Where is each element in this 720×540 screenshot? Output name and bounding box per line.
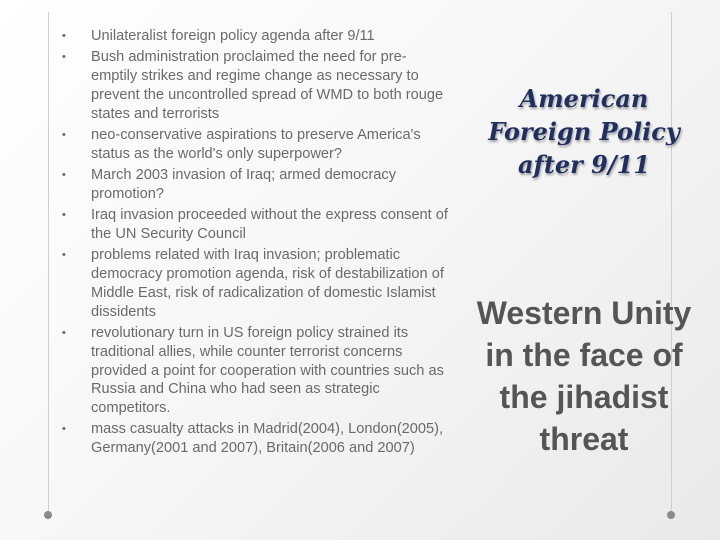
bullet-text: March 2003 invasion of Iraq; armed democracy promotion? xyxy=(91,166,396,202)
bullet-list xyxy=(0,27,460,460)
bullet-item xyxy=(0,420,460,458)
bullet-marker: • xyxy=(62,30,66,42)
bullet-item xyxy=(0,324,460,419)
bullet-marker: • xyxy=(62,208,66,221)
bullet-item xyxy=(0,166,460,204)
bullet-marker: • xyxy=(62,248,66,261)
bullet-item xyxy=(0,206,460,244)
bullet-text: neo-conservative aspirations to preserve America's status as the world's only superpower? xyxy=(91,126,421,162)
slide-title: American Foreign Policy after 9/11 xyxy=(488,84,680,179)
bullet-text: Bush administration proclaimed the need for pre-emptily strikes and regime change as necessary to prevent the uncontrolled spread of WMD to both rouge states and terrorists xyxy=(91,49,444,122)
bullet-item xyxy=(0,246,460,322)
bullet-marker: • xyxy=(62,51,66,64)
bullet-item xyxy=(0,48,460,124)
bullet-marker: • xyxy=(62,326,66,339)
slide-subtitle: Western Unity in the face of the jihadist threat xyxy=(476,295,692,457)
bullet-marker: • xyxy=(62,423,66,436)
bullet-text: revolutionary turn in US foreign policy strained its traditional allies, while counter terrorist concerns provided a point for cooperation with countries such as Russia and China who had seen as strategic competitors. xyxy=(91,324,444,417)
bullet-marker: • xyxy=(62,168,66,181)
left-frame-dot xyxy=(44,511,52,519)
bullet-text: problems related with Iraq invasion; problematic democracy promotion agenda, risk of destabilization of Middle East, risk of radicalization of domestic Islamist dissidents xyxy=(91,246,444,320)
bullet-item xyxy=(0,126,460,164)
bullet-marker: • xyxy=(62,128,66,141)
right-frame-dot xyxy=(667,511,675,519)
bullet-text: Iraq invasion proceeded without the express consent of the UN Security Council xyxy=(91,206,448,242)
bullet-text: Unilateralist foreign policy agenda after 9/11 xyxy=(91,28,375,44)
bullet-text: mass casualty attacks in Madrid(2004), London(2005), Germany(2001 and 2007), Britain(2006 and 2007) xyxy=(91,421,444,457)
bullet-item xyxy=(0,27,460,46)
